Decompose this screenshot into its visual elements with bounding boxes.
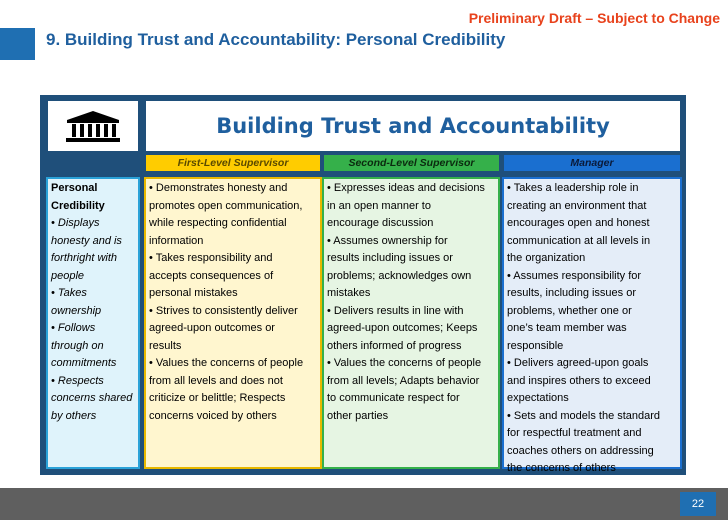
second-level-line: results including issues or: [327, 252, 453, 264]
first-level-line: while respecting confidential: [149, 217, 287, 229]
table-icon-cell: [48, 101, 138, 151]
manager-line: • Sets and models the standard: [507, 409, 661, 422]
page-number: 22: [680, 492, 716, 516]
row-label-line: • Follows: [51, 322, 96, 334]
manager-line: • Assumes responsibility for: [507, 269, 642, 282]
table-title: Building Trust and Accountability: [146, 101, 680, 151]
draft-notice: Preliminary Draft – Subject to Change: [468, 10, 720, 26]
manager-line: • Takes a leadership role in: [507, 182, 639, 194]
manager-line: responsible: [507, 339, 564, 352]
second-level-line: in an open manner to: [327, 199, 431, 212]
institution-building-icon: [63, 109, 123, 143]
row-label-cell: [46, 177, 140, 469]
first-level-line: personal mistakes: [149, 287, 238, 299]
first-level-line: concerns voiced by others: [149, 409, 277, 422]
second-level-line: mistakes: [327, 287, 371, 299]
manager-line: one’s team member was: [507, 322, 627, 334]
first-level-line: promotes open communication,: [149, 199, 303, 212]
second-level-line: • Expresses ideas and decisions: [327, 182, 485, 194]
manager-line: • Delivers agreed-upon goals: [507, 357, 649, 369]
second-level-line: agreed-upon outcomes; Keeps: [327, 322, 478, 334]
column-header-manager: Manager: [504, 155, 680, 171]
row-label-line: people: [51, 269, 85, 282]
second-level-line: • Assumes ownership for: [327, 234, 448, 247]
first-level-line: agreed-upon outcomes or: [149, 322, 275, 334]
second-level-line: encourage discussion: [327, 217, 434, 229]
row-label-line: commitments: [51, 357, 117, 369]
row-label-line: through on: [51, 339, 104, 352]
row-label-line: • Respects: [51, 374, 104, 387]
first-level-line: criticize or belittle; Respects: [149, 392, 286, 404]
manager-line: results, including issues or: [507, 287, 637, 299]
manager-line: the concerns of others: [507, 462, 616, 474]
first-level-line: information: [149, 234, 204, 247]
row-label-line: by others: [51, 409, 97, 422]
manager-line: expectations: [507, 392, 569, 404]
manager-line: the organization: [507, 252, 586, 264]
first-level-line: results: [149, 339, 182, 352]
slide-title: 9. Building Trust and Accountability: Personal Credibility: [46, 30, 506, 49]
manager-line: and inspires others to exceed: [507, 374, 651, 387]
first-level-line: • Takes responsibility and: [149, 252, 273, 264]
second-level-line: others informed of progress: [327, 339, 462, 352]
first-level-line: accepts consequences of: [149, 269, 274, 282]
first-level-line: from all levels and does not: [149, 374, 283, 387]
second-level-cell: [322, 177, 500, 469]
second-level-line: • Values the concerns of people: [327, 357, 482, 369]
manager-line: problems, whether one or: [507, 304, 632, 317]
first-level-cell: [144, 177, 322, 469]
second-level-line: to communicate respect for: [327, 392, 460, 404]
manager-line: encourages open and honest: [507, 217, 650, 229]
row-label-line: concerns shared: [51, 392, 133, 404]
manager-line: for respectful treatment and: [507, 427, 642, 439]
row-label-line: honesty and is: [51, 234, 122, 247]
row-label-line: • Displays: [51, 217, 100, 229]
second-level-line: other parties: [327, 409, 389, 422]
row-label-line: Credibility: [51, 199, 105, 212]
first-level-line: • Strives to consistently deliver: [149, 304, 298, 317]
row-label-line: • Takes: [51, 287, 87, 299]
column-header-second-level: Second-Level Supervisor: [324, 155, 499, 171]
footer-bar: [0, 488, 728, 520]
manager-cell: [502, 177, 682, 474]
first-level-line: • Demonstrates honesty and: [149, 182, 288, 194]
manager-line: creating an environment that: [507, 199, 647, 212]
row-label-line: forthright with: [51, 252, 118, 264]
manager-line: coaches others on addressing: [507, 444, 654, 457]
first-level-line: • Values the concerns of people: [149, 357, 304, 369]
second-level-line: from all levels; Adapts behavior: [327, 374, 480, 387]
row-label-line: ownership: [51, 304, 102, 317]
second-level-line: problems; acknowledges own: [327, 269, 472, 282]
second-level-line: • Delivers results in line with: [327, 304, 464, 317]
column-header-first-level: First-Level Supervisor: [146, 155, 320, 171]
row-label-line: Personal: [51, 182, 98, 194]
title-accent-bar: [0, 28, 35, 60]
manager-line: communication at all levels in: [507, 234, 651, 247]
